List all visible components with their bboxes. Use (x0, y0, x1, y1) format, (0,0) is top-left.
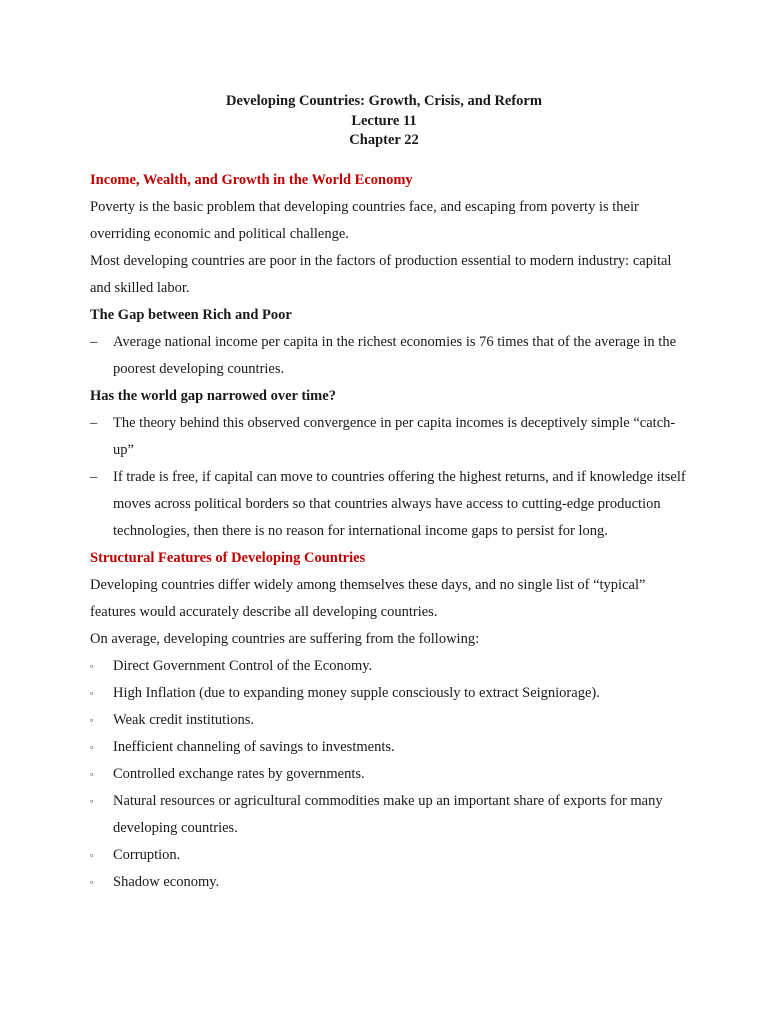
square-bullet-icon: ▫ (90, 877, 94, 887)
list-item-text: Natural resources or agricultural commodities make up an important share of exports for many developing countries. (113, 793, 663, 836)
list-item (90, 761, 690, 788)
section-heading-income-wealth: Income, Wealth, and Growth in the World Economy (90, 172, 413, 188)
list-item (90, 734, 690, 761)
dash-bullet-icon: – (90, 334, 98, 350)
list-item-text: Corruption. (113, 847, 181, 863)
chapter-label: Chapter 22 (349, 132, 419, 148)
square-bullet-icon: ▫ (90, 769, 94, 779)
list-item (90, 707, 690, 734)
square-bullet-icon: ▫ (90, 715, 94, 725)
list-item-text: Weak credit institutions. (113, 712, 254, 728)
list-item-text: If trade is free, if capital can move to countries offering the highest returns, and if knowledge itself moves across political borders so that countries always have access to cutting-edge production technologies, then there is no reason for international income gaps to persist for long. (113, 469, 686, 539)
subheading-gap: The Gap between Rich and Poor (90, 307, 292, 323)
list-item (90, 464, 690, 545)
square-bullet-icon: ▫ (90, 742, 94, 752)
list-item-text: Inefficient channeling of savings to investments. (113, 739, 395, 755)
list-item (90, 842, 690, 869)
dash-bullet-icon: – (90, 415, 98, 431)
list-item-text: Direct Government Control of the Economy. (113, 658, 373, 674)
section-heading-structural-features: Structural Features of Developing Countries (90, 550, 366, 566)
list-item-text: Shadow economy. (113, 874, 220, 890)
list-item (90, 869, 690, 896)
lecture-label: Lecture 11 (351, 112, 417, 129)
list-item (90, 680, 690, 707)
square-bullet-icon: ▫ (90, 661, 94, 671)
list-item-text: Average national income per capita in the richest economies is 76 times that of the average in the poorest developing countries. (113, 334, 677, 377)
document-body (90, 167, 690, 896)
list-item-text: Controlled exchange rates by governments. (113, 766, 365, 782)
list-item-text: High Inflation (due to expanding money supple consciously to extract Seigniorage). (113, 685, 600, 701)
dash-bullet-icon: – (90, 469, 98, 485)
list-item (90, 329, 690, 383)
list-item (90, 410, 690, 464)
list-item (90, 653, 690, 680)
subheading-narrowed: Has the world gap narrowed over time? (90, 388, 336, 404)
title-block (0, 92, 768, 151)
document-title: Developing Countries: Growth, Crisis, and Reform (226, 93, 542, 109)
square-bullet-icon: ▫ (90, 850, 94, 860)
square-bullet-icon: ▫ (90, 688, 94, 698)
square-bullet-icon: ▫ (90, 796, 94, 806)
paragraph-on-average: On average, developing countries are suffering from the following: (90, 631, 480, 647)
list-item-text: The theory behind this observed convergence in per capita incomes is deceptively simple “catch-up” (113, 415, 676, 458)
list-item (90, 788, 690, 842)
paragraph-poverty: Poverty is the basic problem that developing countries face, and escaping from poverty is their overriding economic and political challenge. (90, 199, 639, 242)
paragraph-factors: Most developing countries are poor in the factors of production essential to modern industry: capital and skilled labor. (90, 253, 672, 296)
paragraph-differ: Developing countries differ widely among themselves these days, and no single list of “typical” features would accurately describe all developing countries. (90, 577, 646, 620)
